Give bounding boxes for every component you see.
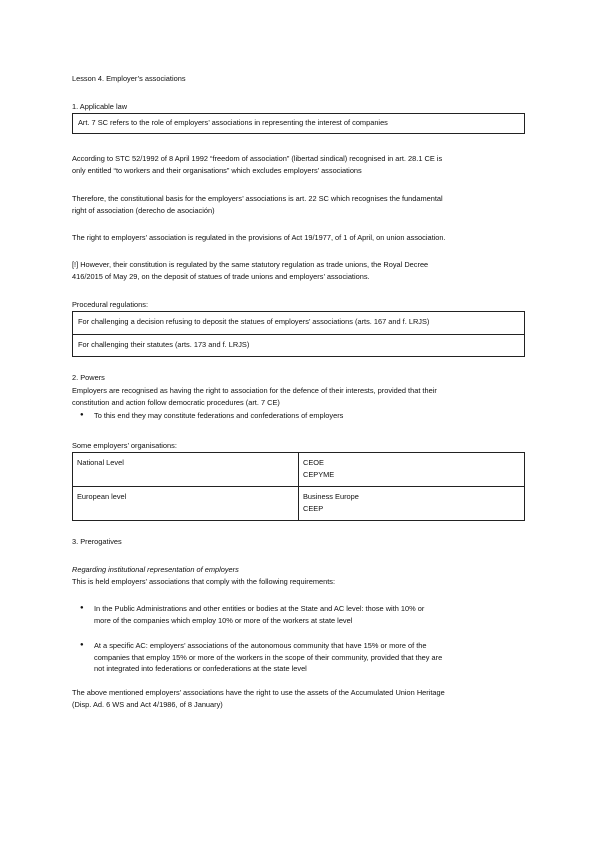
org-name: CEPYME <box>303 469 335 479</box>
paragraph-stc <box>72 153 442 176</box>
orgs-table <box>72 452 525 521</box>
section1-heading: 1. Applicable law <box>72 102 128 111</box>
paragraph-closing <box>72 687 445 710</box>
procedural-row: For challenging a decision refusing to deposit the statues of employers’ associations (arts. 167 and f. LRJS) <box>78 317 430 326</box>
orgs-label: Some employers’ organisations: <box>72 441 177 450</box>
org-level-cell: European level <box>73 487 299 521</box>
table-row <box>73 453 525 487</box>
paragraph-line: constitution and action follow democratic procedures (art. 7 CE) <box>72 397 280 407</box>
list-item: ● To this end they may constitute federations and confederations of employers <box>72 410 525 422</box>
lesson-title: Lesson 4. Employer’s associations <box>72 74 186 83</box>
prerogatives-subheading: Regarding institutional representation of employers <box>72 565 239 574</box>
paragraph-line: Employers are recognised as having the right to association for the defence of their interests, provided that their <box>72 386 437 395</box>
org-names-cell <box>299 487 525 521</box>
table-row <box>73 487 525 521</box>
procedural-table <box>72 311 525 357</box>
list-item <box>72 640 525 675</box>
list-item-line: ● At a specific AC: employers’ associations of the autonomous community that have 15% or more of the <box>94 641 427 650</box>
org-name: CEEP <box>303 503 324 513</box>
org-level-cell: National Level <box>73 453 299 487</box>
applicable-law-note: Art. 7 SC refers to the role of employers’ associations in representing the interest of companies <box>78 118 388 127</box>
paragraph-powers <box>72 385 437 408</box>
section3-heading: 3. Prerogatives <box>72 537 122 546</box>
list-item-line: more of the companies which employ 10% or more of the workers at state level <box>94 615 353 625</box>
org-name: Business Europe <box>303 492 359 501</box>
paragraph-line: 416/2015 of May 29, on the deposit of statues of trade unions and employers’ associations. <box>72 271 370 281</box>
prerogatives-intro: This is held employers’ associations that comply with the following requirements: <box>72 577 336 586</box>
paragraph-line: (Disp. Ad. 6 WS and Act 4/1986, of 8 January) <box>72 699 223 709</box>
list-item-line: ● In the Public Administrations and other entities or bodies at the State and AC level: those with 10% or <box>94 604 425 613</box>
procedural-row: For challenging their statutes (arts. 173 and f. LRJS) <box>73 334 524 356</box>
paragraph-line: [!] However, their constitution is regulated by the same statutory regulation as trade unions, the Royal Decree <box>72 260 429 269</box>
powers-bullet-list <box>72 410 525 422</box>
paragraph-line: right of association (derecho de asociación) <box>72 205 215 215</box>
applicable-law-box <box>72 113 525 134</box>
paragraph-royal-decree <box>72 259 428 282</box>
paragraph-line: The above mentioned employers’ associations have the right to use the assets of the Accumulated Union Heritage <box>72 688 445 697</box>
paragraph-regulation: The right to employers’ association is regulated in the provisions of Act 19/1977, of 1 of April, on union association. <box>72 233 446 242</box>
paragraph-constitutional-basis <box>72 193 443 216</box>
procedural-label: Procedural regulations: <box>72 300 149 309</box>
list-item <box>72 603 525 626</box>
section2-heading: 2. Powers <box>72 373 105 382</box>
paragraph-line: only entitled “to workers and their organisations” which excludes employers’ associations <box>72 165 362 175</box>
org-names-cell <box>299 453 525 487</box>
prerogatives-bullet-list <box>72 603 525 675</box>
list-item-line: not integrated into federations or confederations at the state level <box>94 664 307 673</box>
org-name: CEOE <box>303 458 324 467</box>
list-item-line: companies that employ 15% or more of the workers in the scope of their community, provided that they are <box>94 652 443 662</box>
paragraph-line: Therefore, the constitutional basis for the employers’ associations is art. 22 SC which recognises the fundamental <box>72 194 443 203</box>
paragraph-line: According to STC 52/1992 of 8 April 1992 “freedom of association” (libertad sindical) recognised in art. 28.1 CE is <box>72 154 443 163</box>
